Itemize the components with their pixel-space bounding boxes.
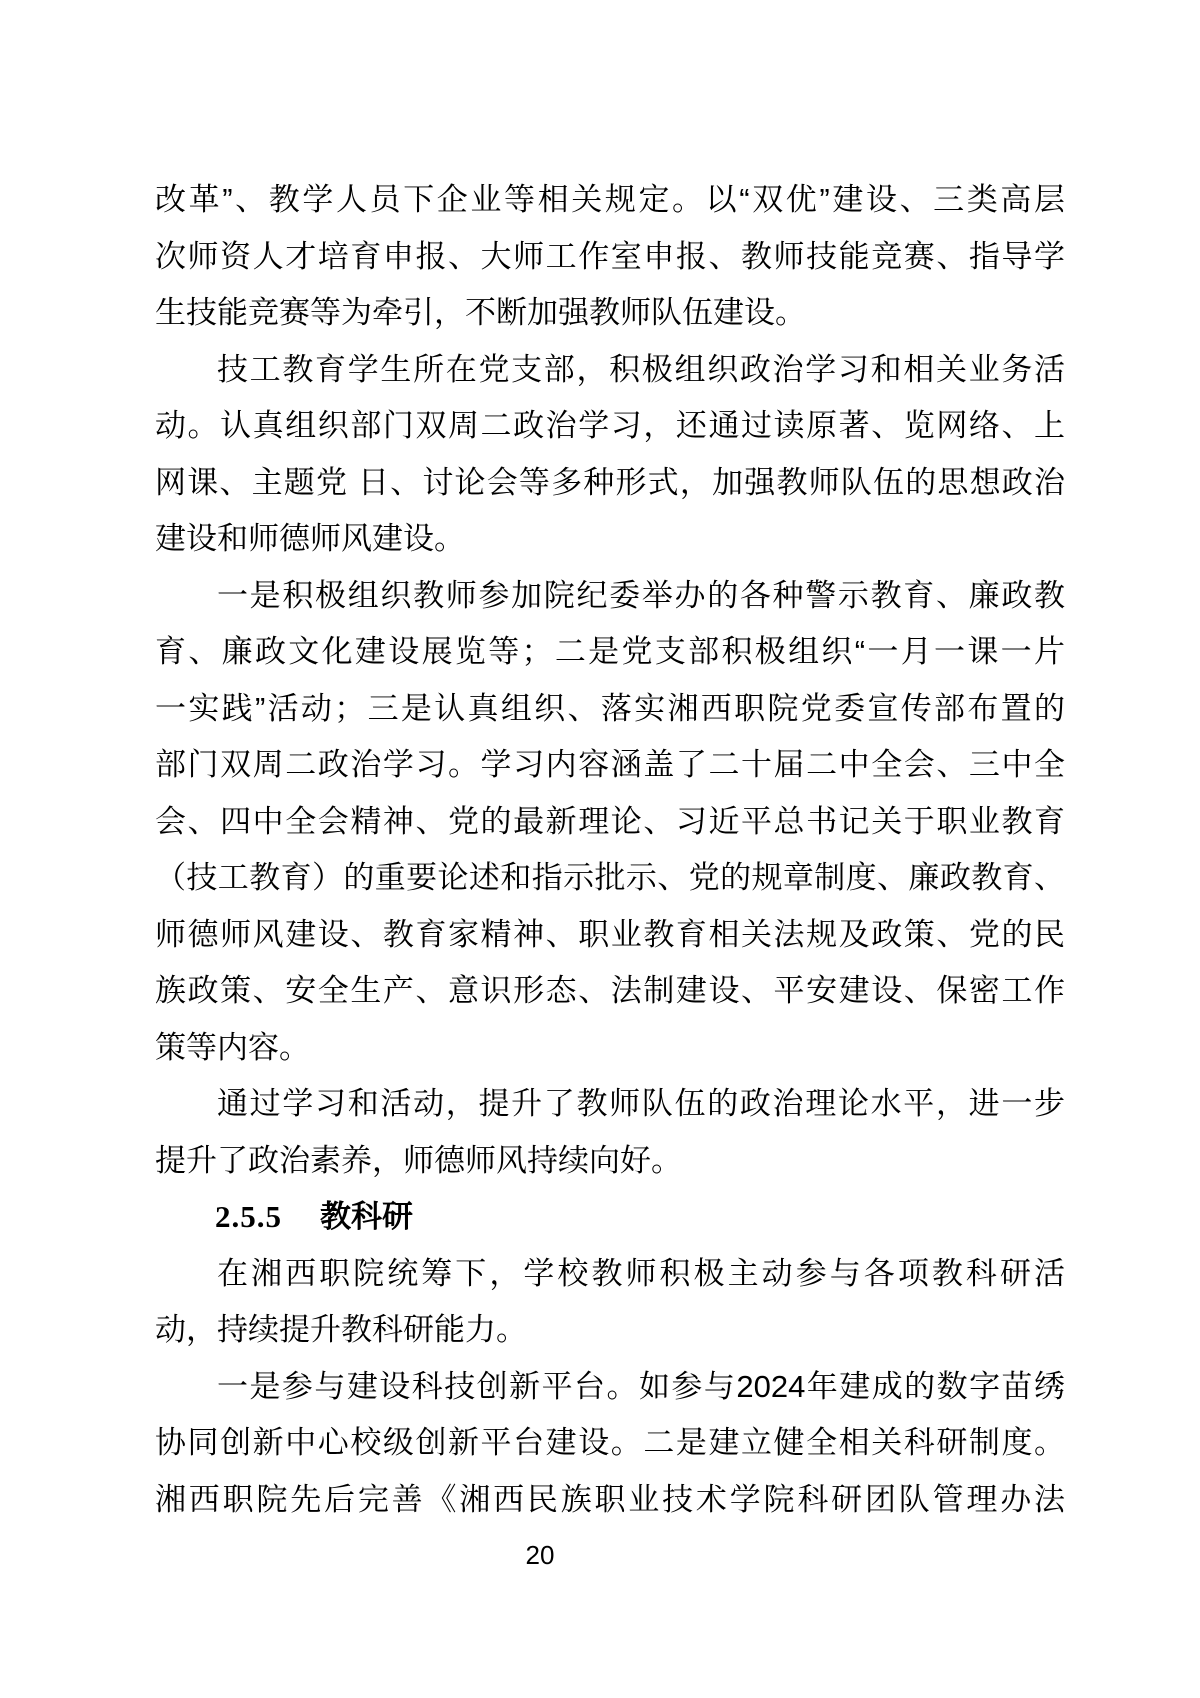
text-line: 在湘西职院统筹下，学校教师积极主动参与各项教科研活 xyxy=(217,1255,1065,1291)
text-line: 技工教育学生所在党支部，积极组织政治学习和相关业务活 xyxy=(217,351,1065,387)
paragraph xyxy=(155,1359,1065,1529)
paragraph xyxy=(155,1246,1065,1359)
text-line: 改革”、教学人员下企业等相关规定。以“双优”建设、三类高层 xyxy=(155,182,1065,217)
text-line: 建设和师德师风建设。 xyxy=(155,521,465,556)
section-heading-title: 教科研 xyxy=(320,1199,413,1234)
section-heading xyxy=(155,1189,1065,1246)
paragraph xyxy=(155,568,1065,1077)
text-line: 动，持续提升教科研能力。 xyxy=(155,1312,527,1347)
section-heading-number: 2.5.5 xyxy=(215,1199,282,1234)
text-line: 次师资人才培育申报、大师工作室申报、教师技能竞赛、指导学 xyxy=(155,238,1065,274)
text-line: 动。认真组织部门双周二政治学习，还通过读原著、览网络、上 xyxy=(155,408,1065,443)
paragraph xyxy=(155,172,1065,342)
text-line: 协同创新中心校级创新平台建设。二是建立健全相关科研制度。 xyxy=(155,1425,1065,1460)
document-body xyxy=(155,172,1065,1528)
paragraph xyxy=(155,1076,1065,1189)
text-line: 提升了政治素养，师德师风持续向好。 xyxy=(155,1142,682,1178)
text-line: 网课、主题党 日、讨论会等多种形式，加强教师队伍的思想政治 xyxy=(155,464,1065,500)
text-line: 湘西职院先后完善《湘西民族职业技术学院科研团队管理办法 xyxy=(155,1481,1065,1517)
text-line: 策等内容。 xyxy=(155,1029,310,1065)
page-number: 20 xyxy=(525,1540,555,1570)
text-line: 通过学习和活动，提升了教师队伍的政治理论水平，进一步 xyxy=(217,1086,1065,1121)
text-line: 育、廉政文化建设展览等；二是党支部积极组织“一月一课一片 xyxy=(155,634,1065,669)
paragraph xyxy=(155,342,1065,568)
text-line: 一是参与建设科技创新平台。如参与2024年建成的数字苗绣 xyxy=(217,1368,1065,1404)
text-line: 会、四中全会精神、党的最新理论、习近平总书记关于职业教育 xyxy=(155,803,1065,839)
text-line: 生技能竞赛等为牵引，不断加强教师队伍建设。 xyxy=(155,295,806,330)
text-line: （技工教育）的重要论述和指示批示、党的规章制度、廉政教育、 xyxy=(155,860,1065,895)
text-line: 师德师风建设、教育家精神、职业教育相关法规及政策、党的民 xyxy=(155,916,1065,952)
text-line: 一实践”活动；三是认真组织、落实湘西职院党委宣传部布置的 xyxy=(155,690,1065,726)
text-line: 族政策、安全生产、意识形态、法制建设、平安建设、保密工作 xyxy=(155,973,1065,1008)
text-line: 部门双周二政治学习。学习内容涵盖了二十届二中全会、三中全 xyxy=(155,747,1065,782)
text-line: 一是积极组织教师参加院纪委举办的各种警示教育、廉政教 xyxy=(217,577,1065,613)
